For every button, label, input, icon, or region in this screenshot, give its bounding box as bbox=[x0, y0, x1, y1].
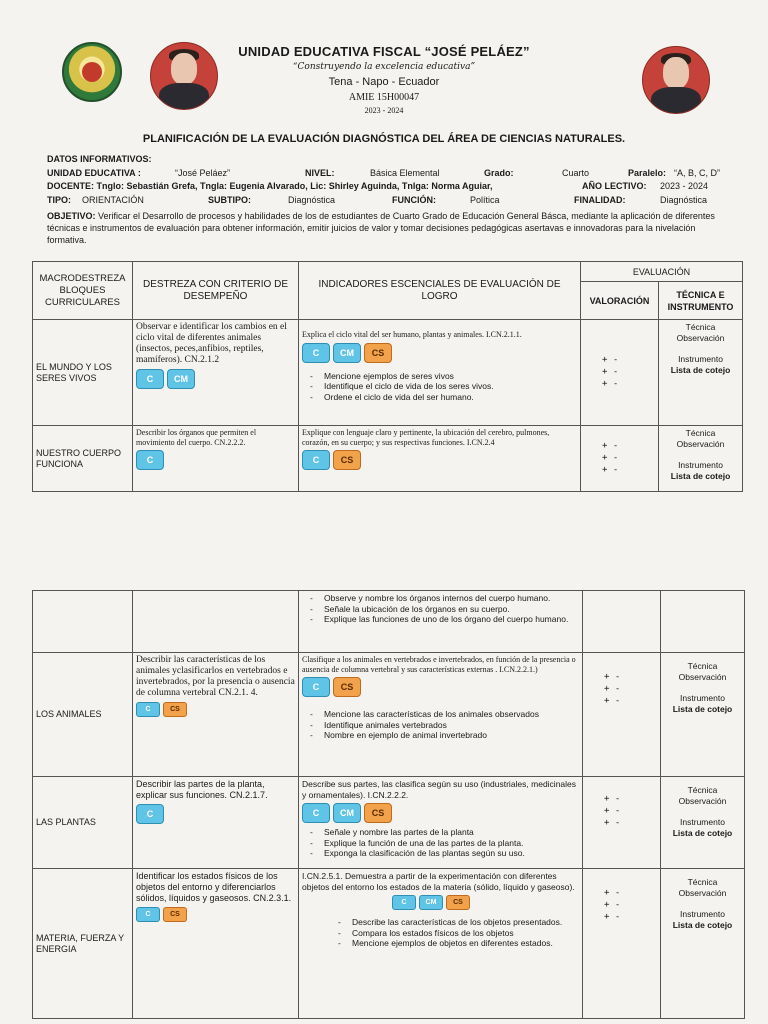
badge-c: C bbox=[136, 907, 160, 922]
destreza-text: Observar e identificar los cambios en el ciclo vital de diferentes animales (insectos, peces,anfibios, reptiles, mamíferos). CN.2.1.2 bbox=[136, 322, 287, 365]
instrumento-label: Instrumento bbox=[678, 354, 723, 364]
valoracion-mark: + - bbox=[602, 379, 619, 389]
valoracion-cell bbox=[583, 777, 661, 869]
indicator-bullets bbox=[302, 827, 579, 859]
destreza-cell bbox=[133, 869, 299, 1019]
badge-c: C bbox=[302, 450, 330, 470]
docente-line: DOCENTE: Tnglo: Sebastián Grefa, Tngla: Eugenia Alvarado, Lic: Shirley Aguinda, Tnlga: Norma Aguiar, bbox=[47, 181, 493, 191]
destreza-text: Describir las partes de la planta, explicar sus funciones. CN.2.1.7. bbox=[136, 779, 268, 800]
tecnica-value: Observación bbox=[678, 671, 727, 682]
table-row bbox=[33, 320, 743, 426]
bullet-item: - Compara los estados físicos de los objetos bbox=[352, 928, 579, 939]
tipo-label: TIPO: bbox=[47, 195, 71, 205]
table-row bbox=[33, 653, 745, 777]
badge-cm: CM bbox=[167, 369, 195, 389]
plan-title: PLANIFICACIÓN DE LA EVALUACIÓN DIAGNÓSTICA DEL ÁREA DE CIENCIAS NATURALES. bbox=[142, 133, 626, 145]
tecnica-value: Observación bbox=[678, 795, 727, 806]
bullet-item: - Mencione las características de los animales observados bbox=[324, 709, 579, 720]
valoracion-mark: + - bbox=[604, 818, 621, 828]
bloque-cell: EL MUNDO Y LOS SERES VIVOS bbox=[33, 320, 133, 426]
tecnica-label: Técnica bbox=[685, 322, 716, 332]
instrumento-value: Lista de cotejo bbox=[672, 919, 733, 930]
valoracion-mark: + - bbox=[604, 794, 621, 804]
valoracion-mark: + - bbox=[604, 912, 621, 922]
badge-c: C bbox=[136, 702, 160, 717]
valoracion-cell bbox=[581, 320, 659, 426]
table-row bbox=[33, 426, 743, 492]
valoracion-cell bbox=[583, 869, 661, 1019]
tecnica-label: Técnica bbox=[685, 428, 716, 438]
tecnica-value: Observación bbox=[676, 332, 725, 343]
header-destreza: DESTREZA CON CRITERIO DE DESEMPEÑO bbox=[133, 262, 299, 320]
bloque-cell: MATERIA, FUERZA Y ENERGIA bbox=[33, 869, 133, 1019]
bullet-item: - Mencione ejemplos de objetos en diferentes estados. bbox=[352, 938, 579, 949]
indicador-cell bbox=[299, 869, 583, 1019]
objetivo-label: OBJETIVO: bbox=[47, 211, 96, 221]
subtipo-value: Diagnóstica bbox=[288, 195, 336, 205]
bloque-cell: LOS ANIMALES bbox=[33, 653, 133, 777]
destreza-cell bbox=[133, 653, 299, 777]
subtipo-label: SUBTIPO: bbox=[208, 195, 252, 205]
funcion-label: FUNCIÓN: bbox=[392, 195, 436, 205]
tecnica-label: Técnica bbox=[687, 877, 718, 887]
destreza-cell bbox=[133, 426, 299, 492]
destreza-text: Describir los órganos que permiten el movimiento del cuerpo. CN.2.2.2. bbox=[136, 428, 257, 447]
valoracion-mark: + - bbox=[602, 453, 619, 463]
anio-value: 2023 - 2024 bbox=[660, 181, 709, 191]
badge-cs: CS bbox=[364, 343, 392, 363]
valoracion-mark: + - bbox=[604, 684, 621, 694]
ue-value: “José Peláez” bbox=[175, 168, 231, 178]
tecnica-cell bbox=[661, 777, 745, 869]
bullet-item: - Observe y nombre los órganos internos del cuerpo humano. bbox=[324, 593, 579, 604]
instrumento-value: Lista de cotejo bbox=[670, 470, 731, 481]
badge-group bbox=[136, 907, 295, 927]
valoracion-mark: + - bbox=[604, 696, 621, 706]
bullet-item: - Explique las funciones de uno de los órgano del cuerpo humano. bbox=[324, 614, 579, 625]
badge-c: C bbox=[136, 804, 164, 824]
bullet-item: - Señale y nombre las partes de la planta bbox=[324, 827, 579, 838]
grado-value: Cuarto bbox=[562, 168, 590, 178]
bullet-item: - Explique la función de una de las partes de la planta. bbox=[324, 838, 579, 849]
header-indicadores: INDICADORES ESCENCIALES DE EVALUACIÓN DE LOGRO bbox=[299, 262, 581, 320]
badge-cm: CM bbox=[333, 803, 361, 823]
instrumento-label: Instrumento bbox=[680, 909, 725, 919]
funcion-value: Política bbox=[470, 195, 500, 205]
tecnica-label: Técnica bbox=[687, 785, 718, 795]
badge-group bbox=[136, 450, 295, 470]
header-evaluacion: EVALUACIÓN bbox=[581, 262, 743, 282]
ue-label: UNIDAD EDUCATIVA : bbox=[47, 168, 141, 178]
instrumento-value: Lista de cotejo bbox=[672, 827, 733, 838]
amie-code: AMIE 15H00047 bbox=[348, 92, 420, 103]
badge-group bbox=[136, 702, 295, 722]
tecnica-cell bbox=[661, 653, 745, 777]
instrumento-value: Lista de cotejo bbox=[672, 703, 733, 714]
badge-cs: CS bbox=[446, 895, 470, 910]
indicador-cell bbox=[299, 777, 583, 869]
badge-c: C bbox=[302, 677, 330, 697]
indicador-text: I.CN.2.5.1. Demuestra a partir de la experimentación con diferentes objetos del entorno los estados de la materia (sólido, líquido y gaseoso). bbox=[302, 871, 575, 892]
info-section-title: DATOS INFORMATIVOS: bbox=[47, 154, 152, 164]
tecnica-cell bbox=[659, 426, 743, 492]
school-motto: “Construyendo la excelencia educativa” bbox=[292, 62, 476, 72]
badge-c: C bbox=[136, 369, 164, 389]
destreza-cell bbox=[133, 777, 299, 869]
tecnica-value: Observación bbox=[676, 438, 725, 449]
badge-cm: CM bbox=[419, 895, 443, 910]
indicator-bullets bbox=[302, 709, 579, 741]
badge-c: C bbox=[302, 343, 330, 363]
valoracion-mark: + - bbox=[604, 672, 621, 682]
nivel-label: NIVEL: bbox=[305, 168, 335, 178]
indicador-cell bbox=[299, 591, 583, 653]
badge-group bbox=[302, 803, 579, 823]
tecnica-cell bbox=[659, 320, 743, 426]
badge-group bbox=[302, 677, 579, 697]
valoracion-mark: + - bbox=[604, 888, 621, 898]
instrumento-label: Instrumento bbox=[680, 693, 725, 703]
badge-cm: CM bbox=[333, 343, 361, 363]
school-location: Tena - Napo - Ecuador bbox=[328, 76, 440, 88]
objetivo-text: Verificar el Desarrollo de procesos y habilidades de los de estudiantes de Cuarto Grado de Educación General Básca, mediante la aplicación de diferentes técnicas e instrumentos de evaluación para obtener información, emitir juicios de valor y tomar decisiones pedagógicas asertavas e innovadoras para la nivelación formativa. bbox=[47, 211, 715, 245]
table-row bbox=[33, 591, 745, 653]
school-name: UNIDAD EDUCATIVA FISCAL “JOSÉ PELÁEZ” bbox=[238, 44, 530, 59]
indicador-cell bbox=[299, 653, 583, 777]
badge-cs: CS bbox=[163, 702, 187, 717]
indicator-bullets bbox=[302, 371, 577, 403]
bullet-item: - Identifique animales vertebrados bbox=[324, 720, 579, 731]
destreza-cell-empty bbox=[133, 591, 299, 653]
header-tecnica: TÉCNICA E INSTRUMENTO bbox=[659, 282, 743, 320]
indicador-text: Describe sus partes, las clasifica según su uso (industriales, medicinales y ornamentales). I.CN.2.2.2. bbox=[302, 779, 577, 800]
header-macro: MACRODESTREZA BLOQUES CURRICULARES bbox=[33, 262, 133, 320]
anio-label: AÑO LECTIVO: bbox=[582, 181, 647, 191]
bloque-cell: NUESTRO CUERPO FUNCIONA bbox=[33, 426, 133, 492]
nivel-value: Básica Elemental bbox=[370, 168, 440, 178]
paralelo-value: “A, B, C, D” bbox=[674, 168, 721, 178]
tecnica-value: Observación bbox=[678, 887, 727, 898]
indicador-cell bbox=[299, 320, 581, 426]
grado-label: Grado: bbox=[484, 168, 514, 178]
indicador-text: Explica el ciclo vital del ser humano, plantas y animales. I.CN.2.1.1. bbox=[302, 330, 522, 339]
destreza-cell bbox=[133, 320, 299, 426]
badge-group bbox=[302, 343, 577, 363]
bullet-item: - Identifique el ciclo de vida de los seres vivos. bbox=[324, 381, 577, 392]
instrumento-label: Instrumento bbox=[678, 460, 723, 470]
valoracion-mark: + - bbox=[604, 900, 621, 910]
valoracion-cell bbox=[581, 426, 659, 492]
instrumento-label: Instrumento bbox=[680, 817, 725, 827]
bloque-cell: LAS PLANTAS bbox=[33, 777, 133, 869]
badge-c: C bbox=[136, 450, 164, 470]
bullet-item: - Señale la ubicación de los órganos en su cuerpo. bbox=[324, 604, 579, 615]
badge-c: C bbox=[392, 895, 416, 910]
bullet-item: - Nombre en ejemplo de animal invertebrado bbox=[324, 730, 579, 741]
paralelo-label: Paralelo: bbox=[628, 168, 667, 178]
instrumento-value: Lista de cotejo bbox=[670, 364, 731, 375]
bullet-item: - Exponga la clasificación de las plantas según su uso. bbox=[324, 848, 579, 859]
valoracion-mark: + - bbox=[602, 465, 619, 475]
badge-cs: CS bbox=[333, 450, 361, 470]
valoracion-mark: + - bbox=[602, 355, 619, 365]
valoracion-cell-empty bbox=[583, 591, 661, 653]
tipo-value: ORIENTACIÓN bbox=[82, 195, 144, 205]
indicator-bullets bbox=[302, 593, 579, 625]
badge-cs: CS bbox=[163, 907, 187, 922]
valoracion-mark: + - bbox=[602, 367, 619, 377]
badge-group bbox=[136, 804, 295, 824]
valoracion-mark: + - bbox=[602, 441, 619, 451]
badge-group bbox=[136, 369, 295, 389]
badge-c: C bbox=[302, 803, 330, 823]
indicador-text: Explique con lenguaje claro y pertinente, la ubicación del cerebro, pulmones, corazón, en su cuerpo; y sus respectivas funciones. I.CN.2.4 bbox=[302, 428, 550, 447]
indicador-cell bbox=[299, 426, 581, 492]
tecnica-cell bbox=[661, 869, 745, 1019]
bullet-item: - Ordene el ciclo de vida del ser humano. bbox=[324, 392, 577, 403]
school-year: 2023 - 2024 bbox=[364, 106, 404, 115]
finalidad-value: Diagnóstica bbox=[660, 195, 708, 205]
badge-group bbox=[302, 450, 577, 470]
tecnica-label: Técnica bbox=[687, 661, 718, 671]
header-valoracion: VALORACIÓN bbox=[581, 282, 659, 320]
valoracion-cell bbox=[583, 653, 661, 777]
badge-cs: CS bbox=[333, 677, 361, 697]
bullet-item: - Mencione ejemplos de seres vivos bbox=[324, 371, 577, 382]
destreza-text: Identificar los estados físicos de los objetos del entorno y diferenciarlos sólidos, líquidos y gaseosos. CN.2.3.1. bbox=[136, 871, 292, 903]
badge-cs: CS bbox=[364, 803, 392, 823]
evaluation-table-page2 bbox=[32, 590, 745, 1019]
bloque-cell-empty bbox=[33, 591, 133, 653]
bullet-item: - Describe las características de los objetos presentados. bbox=[352, 917, 579, 928]
valoracion-mark: + - bbox=[604, 806, 621, 816]
tecnica-cell-empty bbox=[661, 591, 745, 653]
evaluation-table-page1 bbox=[32, 261, 743, 492]
destreza-text: Describir las características de los animales yclasificarlos en vertebrados e invertebrados, por la presencia o ausencia de columna vertebral CN.2.1. 4. bbox=[136, 655, 295, 698]
badge-group bbox=[302, 895, 579, 915]
table-row bbox=[33, 869, 745, 1019]
indicador-text: Clasifique a los animales en vertebrados e invertebrados, en función de la presencia o ausencia de columna vertebral y sus características externas . I.CN.2.2.1.) bbox=[302, 655, 576, 674]
indicator-bullets bbox=[302, 917, 579, 949]
finalidad-label: FINALIDAD: bbox=[574, 195, 626, 205]
objective-paragraph bbox=[47, 210, 715, 246]
table-row bbox=[33, 777, 745, 869]
